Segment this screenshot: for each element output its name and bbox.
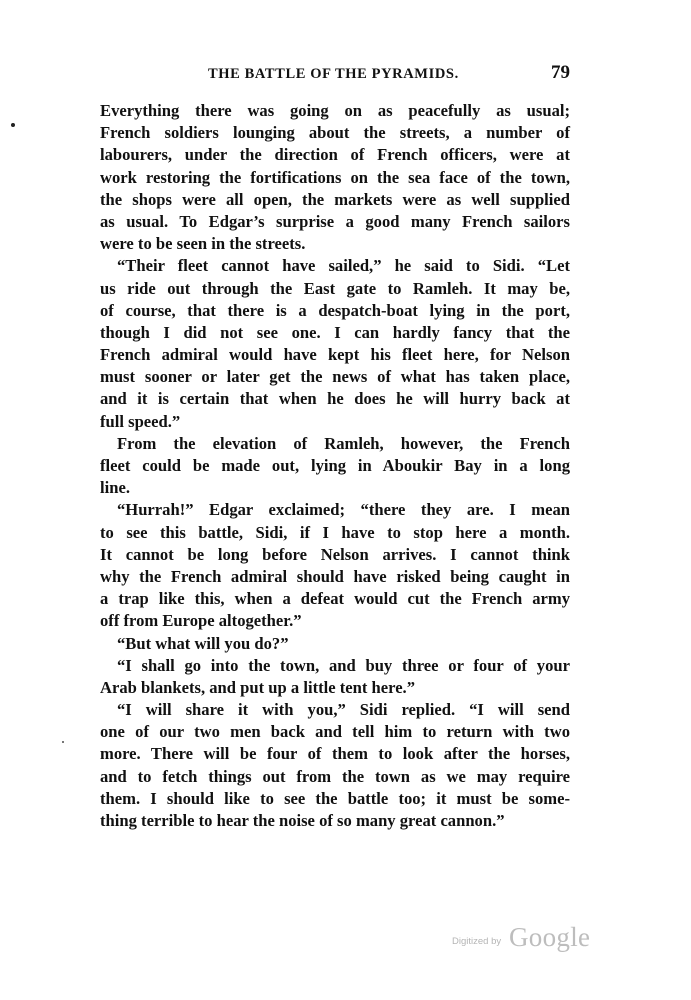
text-line: labourers, under the direction of French officers, were at — [100, 145, 570, 165]
text-line: French admiral would have kept his fleet here, for Nelson — [100, 345, 570, 365]
text-line: “I shall go into the town, and buy three or four of your — [117, 655, 570, 675]
text-line: off from Europe altogether.” — [100, 611, 302, 631]
text-line: “Hurrah!” Edgar exclaimed; “there they are. I mean — [117, 500, 570, 520]
text-line: full speed.” — [100, 411, 181, 431]
text-line: “I will share it with you,” Sidi replied. “I will send — [117, 700, 570, 720]
text-line: It cannot be long before Nelson arrives. I cannot think — [100, 544, 570, 564]
text-line: were to be seen in the streets. — [100, 234, 306, 254]
text-line: a trap like this, when a defeat would cut the French army — [100, 589, 570, 609]
text-line: must sooner or later get the news of what has taken place, — [100, 367, 570, 387]
watermark-prefix: Digitized by — [452, 936, 502, 947]
text-line: line. — [100, 478, 130, 498]
page-number: 79 — [551, 62, 570, 83]
body-text — [100, 100, 570, 832]
text-line: though I did not see one. I can hardly fancy that the — [100, 322, 570, 342]
text-line: work restoring the fortifications on the sea face of the town, — [100, 167, 570, 187]
text-line: why the French admiral should have risked being caught in — [100, 566, 570, 586]
running-head — [100, 64, 570, 88]
text-line: Arab blankets, and put up a little tent here.” — [100, 677, 416, 697]
text-line: Everything there was going on as peacefully as usual; — [100, 101, 570, 120]
text-line: of course, that there is a despatch-boat lying in the port, — [100, 300, 570, 320]
text-line: “Their fleet cannot have sailed,” he said to Sidi. “Let — [117, 256, 570, 276]
text-line: and it is certain that when he does he will hurry back at — [100, 389, 570, 409]
watermark-brand-logo: Google — [509, 922, 591, 952]
text-line: them. I should like to see the battle too; it must be some- — [100, 788, 570, 808]
text-line: and to fetch things out from the town as we may require — [100, 766, 570, 786]
text-line: as usual. To Edgar’s surprise a good many French sailors — [100, 211, 570, 231]
text-line: thing terrible to hear the noise of so many great cannon.” — [100, 811, 505, 830]
text-line: “But what will you do?” — [117, 633, 289, 653]
text-line: the shops were all open, the markets were as well supplied — [100, 189, 570, 209]
text-line: more. There will be four of them to look after the horses, — [100, 744, 570, 764]
text-line: one of our two men back and tell him to return with two — [100, 722, 570, 742]
text-line: fleet could be made out, lying in Aboukir Bay in a long — [100, 456, 570, 475]
stray-ink-dot — [62, 741, 64, 743]
text-line: From the elevation of Ramleh, however, the French — [117, 433, 570, 453]
text-line: us ride out through the East gate to Ramleh. It may be, — [100, 278, 570, 298]
stray-ink-mark — [11, 123, 15, 127]
digitized-watermark — [452, 922, 602, 956]
text-line: French soldiers lounging about the streets, a number of — [100, 123, 570, 143]
text-line: to see this battle, Sidi, if I have to stop here a month. — [100, 522, 570, 542]
running-title: THE BATTLE OF THE PYRAMIDS. — [208, 66, 459, 82]
